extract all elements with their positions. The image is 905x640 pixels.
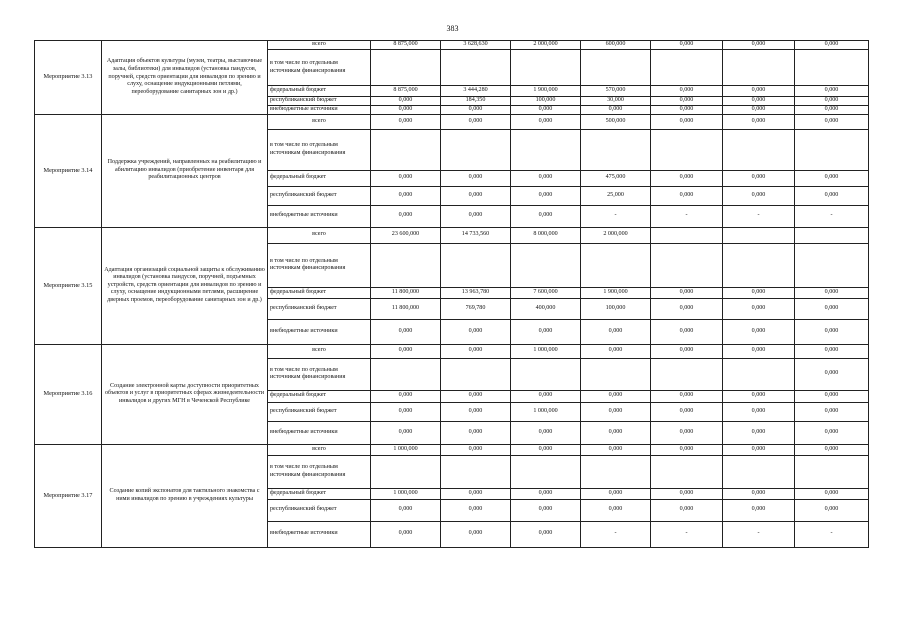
value-cell: 0,000	[723, 499, 795, 521]
value-cell	[511, 50, 581, 86]
value-cell	[723, 358, 795, 390]
value-cell: 1 000,000	[371, 488, 441, 499]
value-cell	[441, 358, 511, 390]
source-cell: в том числе по отдельным источникам финансирования	[268, 358, 371, 390]
value-cell: 7 600,000	[511, 287, 581, 298]
value-cell: 0,000	[441, 488, 511, 499]
value-cell: 0,000	[651, 97, 723, 106]
value-cell: 0,000	[441, 521, 511, 547]
value-cell	[723, 227, 795, 243]
value-cell: 2 000,000	[581, 227, 651, 243]
value-cell: 0,000	[441, 390, 511, 402]
value-cell: 0,000	[795, 97, 869, 106]
value-cell: 3 444,280	[441, 86, 511, 97]
value-cell: 0,000	[371, 344, 441, 358]
value-cell: 3 628,630	[441, 41, 511, 50]
value-cell: 0,000	[795, 114, 869, 129]
value-cell	[441, 455, 511, 488]
value-cell: 23 600,000	[371, 227, 441, 243]
value-cell: 400,000	[511, 298, 581, 319]
value-cell: 769,780	[441, 298, 511, 319]
value-cell: 0,000	[371, 390, 441, 402]
value-cell: -	[581, 205, 651, 227]
value-cell: 0,000	[723, 86, 795, 97]
value-cell: 0,000	[441, 170, 511, 186]
value-cell: 570,000	[581, 86, 651, 97]
value-cell: 0,000	[723, 106, 795, 115]
table-row	[35, 114, 869, 129]
value-cell: 8 000,000	[511, 227, 581, 243]
value-cell: 0,000	[795, 170, 869, 186]
value-cell: 0,000	[371, 114, 441, 129]
value-cell: 0,000	[581, 444, 651, 455]
page-number: 383	[446, 24, 459, 33]
source-cell: всего	[268, 41, 371, 50]
value-cell: 500,000	[581, 114, 651, 129]
value-cell: 0,000	[511, 170, 581, 186]
value-cell: 0,000	[723, 170, 795, 186]
value-cell	[723, 50, 795, 86]
value-cell	[795, 227, 869, 243]
source-cell: внебюджетные источники	[268, 106, 371, 115]
value-cell: 0,000	[371, 97, 441, 106]
value-cell	[651, 243, 723, 287]
value-cell: 0,000	[581, 319, 651, 344]
description-cell: Поддержка учреждений, направленных на реабилитацию и абилитацию инвалидов (приобретение инвентаря для реабилитационных центров	[102, 114, 268, 227]
value-cell: 8 875,000	[371, 86, 441, 97]
source-cell: республиканский бюджет	[268, 186, 371, 205]
source-cell: республиканский бюджет	[268, 298, 371, 319]
value-cell: 0,000	[795, 390, 869, 402]
value-cell	[795, 243, 869, 287]
value-cell	[371, 129, 441, 170]
source-cell: внебюджетные источники	[268, 421, 371, 444]
value-cell	[723, 129, 795, 170]
value-cell	[371, 243, 441, 287]
value-cell	[581, 455, 651, 488]
table-row	[35, 444, 869, 455]
value-cell: 0,000	[371, 170, 441, 186]
source-cell: всего	[268, 344, 371, 358]
budget-table	[34, 40, 869, 548]
value-cell: 600,000	[581, 41, 651, 50]
value-cell: 14 733,560	[441, 227, 511, 243]
event-cell: Мероприятие 3.16	[35, 344, 102, 444]
value-cell: 0,000	[441, 499, 511, 521]
value-cell: 0,000	[651, 499, 723, 521]
value-cell: 0,000	[441, 205, 511, 227]
value-cell: 0,000	[723, 287, 795, 298]
value-cell: 184,350	[441, 97, 511, 106]
value-cell	[795, 50, 869, 86]
value-cell: 0,000	[795, 499, 869, 521]
value-cell: 0,000	[723, 298, 795, 319]
value-cell: 0,000	[723, 319, 795, 344]
source-cell: внебюджетные источники	[268, 319, 371, 344]
value-cell: 0,000	[651, 319, 723, 344]
value-cell: 0,000	[441, 402, 511, 421]
value-cell: 0,000	[651, 298, 723, 319]
value-cell	[371, 455, 441, 488]
value-cell	[795, 455, 869, 488]
table-body	[35, 41, 869, 548]
value-cell: 25,000	[581, 186, 651, 205]
value-cell: 0,000	[441, 344, 511, 358]
value-cell	[581, 50, 651, 86]
value-cell: 0,000	[441, 421, 511, 444]
event-cell: Мероприятие 3.15	[35, 227, 102, 344]
source-cell: в том числе по отдельным источникам финансирования	[268, 455, 371, 488]
value-cell: 1 000,000	[371, 444, 441, 455]
value-cell	[651, 50, 723, 86]
value-cell: -	[581, 521, 651, 547]
value-cell: 0,000	[651, 421, 723, 444]
value-cell: 0,000	[441, 186, 511, 205]
value-cell: 475,000	[581, 170, 651, 186]
value-cell: 1 000,000	[511, 402, 581, 421]
value-cell: 0,000	[651, 186, 723, 205]
source-cell: в том числе по отдельным источникам финансирования	[268, 129, 371, 170]
value-cell: 0,000	[371, 186, 441, 205]
value-cell: 8 875,000	[371, 41, 441, 50]
value-cell	[441, 50, 511, 86]
value-cell: 0,000	[371, 499, 441, 521]
value-cell	[511, 455, 581, 488]
value-cell: 0,000	[795, 186, 869, 205]
value-cell: 0,000	[795, 421, 869, 444]
value-cell: 0,000	[795, 298, 869, 319]
value-cell: 0,000	[795, 358, 869, 390]
value-cell	[581, 358, 651, 390]
source-cell: всего	[268, 444, 371, 455]
value-cell: 0,000	[651, 106, 723, 115]
value-cell: 0,000	[581, 106, 651, 115]
value-cell	[441, 243, 511, 287]
description-cell: Создание электронной карты доступности приоритетных объектов и услуг в приоритетных сферах жизнедеятельности инвалидов и других МГН в Чеченской Республике	[102, 344, 268, 444]
source-cell: федеральный бюджет	[268, 86, 371, 97]
value-cell: 0,000	[581, 344, 651, 358]
value-cell: 0,000	[511, 421, 581, 444]
value-cell: 0,000	[581, 488, 651, 499]
value-cell	[511, 358, 581, 390]
value-cell: 0,000	[795, 488, 869, 499]
value-cell: 0,000	[511, 488, 581, 499]
value-cell: 0,000	[511, 186, 581, 205]
value-cell	[651, 227, 723, 243]
source-cell: федеральный бюджет	[268, 287, 371, 298]
value-cell: 0,000	[723, 97, 795, 106]
value-cell: 0,000	[651, 170, 723, 186]
value-cell: 100,000	[581, 298, 651, 319]
value-cell: 2 000,000	[511, 41, 581, 50]
value-cell: 0,000	[581, 499, 651, 521]
value-cell: 0,000	[371, 421, 441, 444]
source-cell: всего	[268, 227, 371, 243]
value-cell: 0,000	[723, 114, 795, 129]
value-cell: 0,000	[795, 319, 869, 344]
value-cell: 0,000	[581, 402, 651, 421]
value-cell: 0,000	[511, 205, 581, 227]
value-cell: -	[795, 521, 869, 547]
value-cell: 0,000	[441, 319, 511, 344]
value-cell: 0,000	[581, 421, 651, 444]
value-cell: 0,000	[651, 402, 723, 421]
value-cell: 0,000	[651, 444, 723, 455]
value-cell: 0,000	[795, 41, 869, 50]
source-cell: всего	[268, 114, 371, 129]
value-cell: 0,000	[371, 106, 441, 115]
value-cell: 0,000	[723, 186, 795, 205]
value-cell: 1 000,000	[511, 344, 581, 358]
value-cell: 0,000	[723, 402, 795, 421]
value-cell: 0,000	[511, 521, 581, 547]
description-cell: Адаптация организаций социальной защиты к обслуживанию инвалидов (установка пандусов, поручней, подъемных устройств, средств ориентации для инвалидов по зрению и слуху, оснащение индукционными петлями, расширение дверных проемов, переоборудование санитарных зон и др.)	[102, 227, 268, 344]
value-cell: -	[651, 205, 723, 227]
value-cell: 11 800,000	[371, 287, 441, 298]
source-cell: внебюджетные источники	[268, 521, 371, 547]
source-cell: в том числе по отдельным источникам финансирования	[268, 243, 371, 287]
value-cell: 0,000	[441, 114, 511, 129]
value-cell: 0,000	[795, 106, 869, 115]
value-cell: 0,000	[723, 390, 795, 402]
value-cell: -	[723, 205, 795, 227]
source-cell: внебюджетные источники	[268, 205, 371, 227]
value-cell: 0,000	[723, 444, 795, 455]
value-cell: 0,000	[651, 114, 723, 129]
source-cell: федеральный бюджет	[268, 170, 371, 186]
value-cell: 0,000	[511, 499, 581, 521]
source-cell: республиканский бюджет	[268, 97, 371, 106]
value-cell	[651, 129, 723, 170]
value-cell: 0,000	[441, 106, 511, 115]
value-cell: -	[795, 205, 869, 227]
value-cell	[511, 243, 581, 287]
value-cell: 0,000	[511, 106, 581, 115]
value-cell	[371, 358, 441, 390]
value-cell: 0,000	[441, 444, 511, 455]
description-cell: Адаптация объектов культуры (музеи, театры, выставочные залы, библиотеки) для инвалидов (установка пандусов, поручней, средств ориентации для инвалидов по зрению и слуху, оснащение индукционными петлями, переоборудование санитарных зон и др.)	[102, 41, 268, 115]
value-cell: 30,000	[581, 97, 651, 106]
value-cell: 0,000	[723, 421, 795, 444]
value-cell	[651, 358, 723, 390]
value-cell	[441, 129, 511, 170]
value-cell: 0,000	[371, 521, 441, 547]
value-cell: 0,000	[795, 402, 869, 421]
table-row	[35, 344, 869, 358]
value-cell: 0,000	[651, 41, 723, 50]
value-cell: 0,000	[795, 344, 869, 358]
value-cell	[371, 50, 441, 86]
value-cell: 1 900,000	[511, 86, 581, 97]
event-cell: Мероприятие 3.17	[35, 444, 102, 547]
value-cell: 0,000	[581, 390, 651, 402]
value-cell: 0,000	[651, 488, 723, 499]
value-cell	[795, 129, 869, 170]
value-cell: 0,000	[371, 319, 441, 344]
value-cell	[723, 455, 795, 488]
table-row	[35, 41, 869, 50]
value-cell	[723, 243, 795, 287]
event-cell: Мероприятие 3.14	[35, 114, 102, 227]
value-cell	[581, 243, 651, 287]
value-cell: 0,000	[371, 205, 441, 227]
value-cell: -	[723, 521, 795, 547]
value-cell: 0,000	[723, 488, 795, 499]
value-cell	[651, 455, 723, 488]
value-cell: 0,000	[651, 390, 723, 402]
value-cell: 0,000	[651, 344, 723, 358]
value-cell: 0,000	[723, 344, 795, 358]
value-cell: 1 900,000	[581, 287, 651, 298]
value-cell: 0,000	[371, 402, 441, 421]
value-cell: -	[651, 521, 723, 547]
description-cell: Создание копий экспонатов для тактильного знакомства с ними инвалидов по зрению в учреждениях культуры	[102, 444, 268, 547]
table-row	[35, 227, 869, 243]
value-cell: 0,000	[795, 86, 869, 97]
source-cell: федеральный бюджет	[268, 390, 371, 402]
value-cell: 100,000	[511, 97, 581, 106]
source-cell: республиканский бюджет	[268, 402, 371, 421]
value-cell: 0,000	[511, 444, 581, 455]
value-cell: 0,000	[723, 41, 795, 50]
source-cell: в том числе по отдельным источникам финансирования	[268, 50, 371, 86]
value-cell: 0,000	[511, 114, 581, 129]
value-cell: 0,000	[651, 287, 723, 298]
event-cell: Мероприятие 3.13	[35, 41, 102, 115]
value-cell: 0,000	[511, 390, 581, 402]
value-cell	[581, 129, 651, 170]
value-cell: 11 800,000	[371, 298, 441, 319]
value-cell: 13 963,780	[441, 287, 511, 298]
value-cell: 0,000	[795, 444, 869, 455]
source-cell: федеральный бюджет	[268, 488, 371, 499]
value-cell	[511, 129, 581, 170]
value-cell: 0,000	[651, 86, 723, 97]
value-cell: 0,000	[795, 287, 869, 298]
source-cell: республиканский бюджет	[268, 499, 371, 521]
value-cell: 0,000	[511, 319, 581, 344]
